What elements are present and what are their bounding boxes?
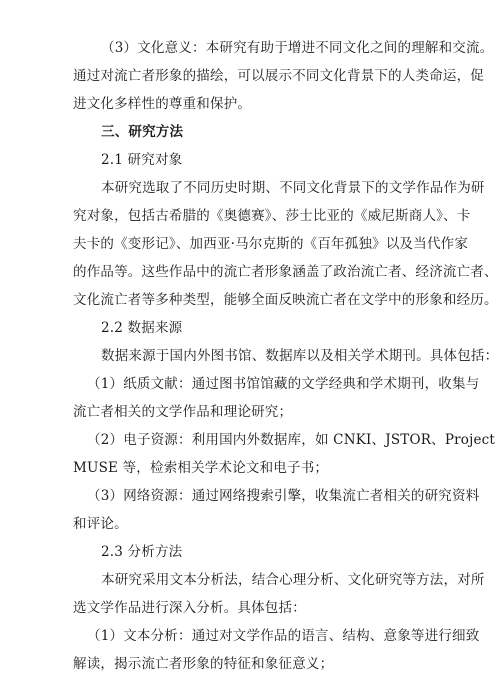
text-line: （1）文本分析：通过对文学作品的语言、结构、意象等进行细致: [87, 628, 480, 644]
text-line: 通过对流亡者形象的描绘，可以展示不同文化背景下的人类命运，促: [73, 68, 484, 84]
paragraph-network-resources: [73, 482, 480, 538]
text-line: （3）网络资源：通过网络搜索引擎，收集流亡者相关的研究资料: [87, 488, 480, 504]
paragraph-analysis-method: [73, 566, 485, 622]
section-heading-research-methods: 三、研究方法: [101, 124, 184, 140]
text-line: MUSE 等，检索相关学术论文和电子书；: [73, 460, 329, 476]
text-line: 本研究选取了不同历史时期、不同文化背景下的文学作品作为研: [101, 180, 485, 196]
subsection-heading-analysis-method: 2.3 分析方法: [101, 544, 183, 560]
paragraph-electronic-resources: [73, 426, 496, 482]
text-line: 的作品等。这些作品中的流亡者形象涵盖了政治流亡者、经济流亡者、: [73, 264, 498, 280]
text-line: 解读，揭示流亡者形象的特征和象征意义；: [73, 656, 334, 672]
text-line: 和评论。: [73, 516, 128, 532]
text-line: （2）电子资源：利用国内外数据库，如 CNKI、JSTOR、Project: [87, 432, 496, 448]
text-line: 文化流亡者等多种类型，能够全面反映流亡者在文学中的形象和经历。: [73, 292, 498, 308]
text-line: 夫卡的《变形记》、加西亚·马尔克斯的《百年孤独》以及当代作家: [73, 236, 469, 252]
subsection-heading-data-source: 2.2 数据来源: [101, 320, 183, 336]
paragraph-paper-literature: [73, 370, 480, 426]
text-line: （3）文化意义：本研究有助于增进不同文化之间的理解和交流。: [101, 40, 494, 56]
paragraph-data-source-intro: 数据来源于国内外图书馆、数据库以及相关学术期刊。具体包括：: [101, 348, 499, 364]
text-line: 选文学作品进行深入分析。具体包括：: [73, 600, 306, 616]
text-line: 进文化多样性的尊重和保护。: [73, 96, 252, 112]
paragraph-research-object: [73, 174, 498, 314]
subsection-heading-research-object: 2.1 研究对象: [101, 152, 183, 168]
paragraph-text-analysis: [73, 622, 480, 678]
text-line: 流亡者相关的文学作品和理论研究；: [73, 404, 293, 420]
text-line: （1）纸质文献：通过图书馆馆藏的文学经典和学术期刊，收集与: [87, 376, 480, 392]
text-line: 本研究采用文本分析法，结合心理分析、文化研究等方法，对所: [101, 572, 485, 588]
paragraph-cultural-significance: [73, 34, 494, 118]
text-line: 究对象，包括古希腊的《奥德赛》、莎士比亚的《威尼斯商人》、卡: [73, 208, 471, 224]
